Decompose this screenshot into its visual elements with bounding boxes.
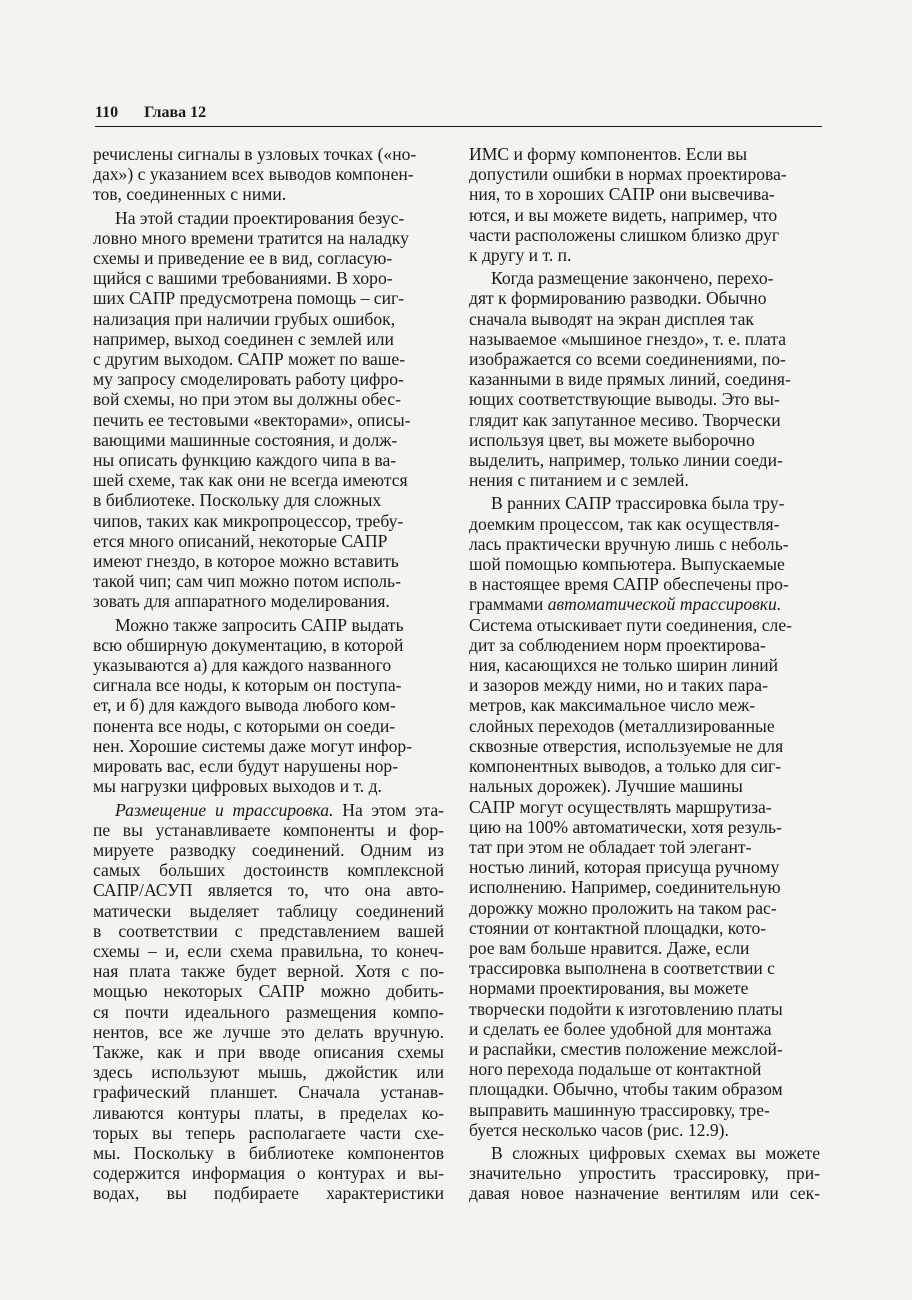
left-column <box>93 144 444 1204</box>
paragraph: На этой стадии проектирования безус- ловно много времени тратится на наладку схемы и приведение ее в вид, согласую- щийся с вашими требованиями. В хоро- ших САПР предусмотрена помощь – сиг- нализация при наличии грубых ошибок, например, выход соединен с землей или с другим выходом. САПР может по ваше- му запросу смоделировать работу цифро- вой схемы, но при этом вы должны обес- печить ее тестовыми «векторами», описы- вающими машинные состояния, и долж- ны описать функцию каждого чипа в ва- шей схеме, так как они не всегда имеются в библиотеке. Поскольку для сложных чипов, таких как микропроцессор, требу- ется много описаний, некоторые САПР имеют гнездо, в которое можно вставить такой чип; сам чип можно потом исполь- зовать для аппаратного моделирования. <box>93 207 411 612</box>
right-column <box>469 144 820 1204</box>
paragraph: Можно также запросить САПР выдать всю обширную документацию, в которой указываются а) для каждого названного сигнала все ноды, к которым он поступа- ет, и б) для каждого вывода любого ком- понента все ноды, с которыми он соеди- нен. Хорошие системы даже могут инфор- мировать вас, если будут нарушены нор- мы нагрузки цифровых выходов и т. д. <box>93 614 413 797</box>
paragraph-text: В ранних САПР трассировка была тру- доемким процессом, так как осуществля- лась практически вручную лишь с неболь- шой помощью компьютера. Выпускаемые в настоящее время САПР обеспечены про- граммами <box>469 493 789 615</box>
paragraph <box>93 800 444 1204</box>
paragraph-text: Система отыскивает пути соединения, сле- дит за соблюдением норм проектирова- ния, касающихся не только ширин линий и зазоров между ними, но и таких пара- метров, как максимальное число меж- слойных переходов (металлизированные сквозные отверстия, используемые не для компонентных выводов, а только для сиг- нальных дорожек). Лучшие машины САПР могут осуществлять маршрутиза- цию на 100% автоматически, хотя резуль- тат при этом не обладает той элегант- ностью линий, которая присуща ручному исполнению. Например, соединительную дорожку можно проложить на таком рас- стоянии от контактной площадки, кото- рое вам больше нравится. Даже, если трассировка выполнена в соответствии с нормами проектирования, вы можете творчески подойти к изготовлению платы и сделать ее более удобной для монтажа и распайки, сместив положение межслой- ного перехода подальше от контактной площадки. Обычно, чтобы таким образом выправить машинную трассировку, тре- буется несколько часов (рис. 12.9). <box>469 614 792 1140</box>
paragraph: ИМС и форму компонентов. Если вы допустили ошибки в нормах проектирова- ния, то в хороших САПР они высвечива- ются, и вы можете видеть, например, что части расположены слишком близко друг к другу и т. п. <box>469 144 787 266</box>
page-number: 110 <box>95 104 119 121</box>
section-run-in-heading: Размещение и трассировка. <box>115 799 334 820</box>
paragraph: В сложных цифровых схемах вы можете значительно упростить трассировку, при- давая новое назначение вентилям или сек- <box>469 1142 820 1204</box>
page-header <box>95 104 822 127</box>
paragraph-text: На этом эта- пе вы устанавливаете компоненты и фор- мируете разводку соединений. Одним из самых больших достоинств комплексной САПР/АСУП является то, что она авто- матически выделяет таблицу соединений в соответствии с представлением вашей схемы – и, если схема правильна, то конеч- ная плата также будет верной. Хотя с по- мощью некоторых САПР можно добить- ся почти идеального размещения компо- нентов, все же лучше это делать вручную. Также, как и при вводе описания схемы здесь используют мышь, джойстик или графический планшет. Сначала устанав- ливаются контуры платы, в пределах ко- торых вы теперь располагаете части схе- мы. Поскольку в библиотеке компонентов содержится информация о контурах и вы- водах, вы подбираете характеристики <box>93 799 445 1204</box>
paragraph: Когда размещение закончено, перехо- дят к формированию разводки. Обычно сначала выводят на экран дисплея так называемое «мышиное гнездо», т. е. плата изображается со всеми соединениями, по- казанными в виде прямых линий, соединя- ющих соответствующие выводы. Это вы- глядит как запутанное месиво. Творчески используя цвет, вы можете выборочно выделить, например, только линии соеди- нения с питанием и с землей. <box>469 268 791 491</box>
paragraph <box>469 493 820 1140</box>
paragraph: речислены сигналы в узловых точках («но- дах») с указанием всех выводов компонен- тов, соединенных с ними. <box>93 144 417 205</box>
chapter-title: Глава 12 <box>144 104 207 121</box>
italic-term: автоматической трассировки. <box>547 594 782 615</box>
